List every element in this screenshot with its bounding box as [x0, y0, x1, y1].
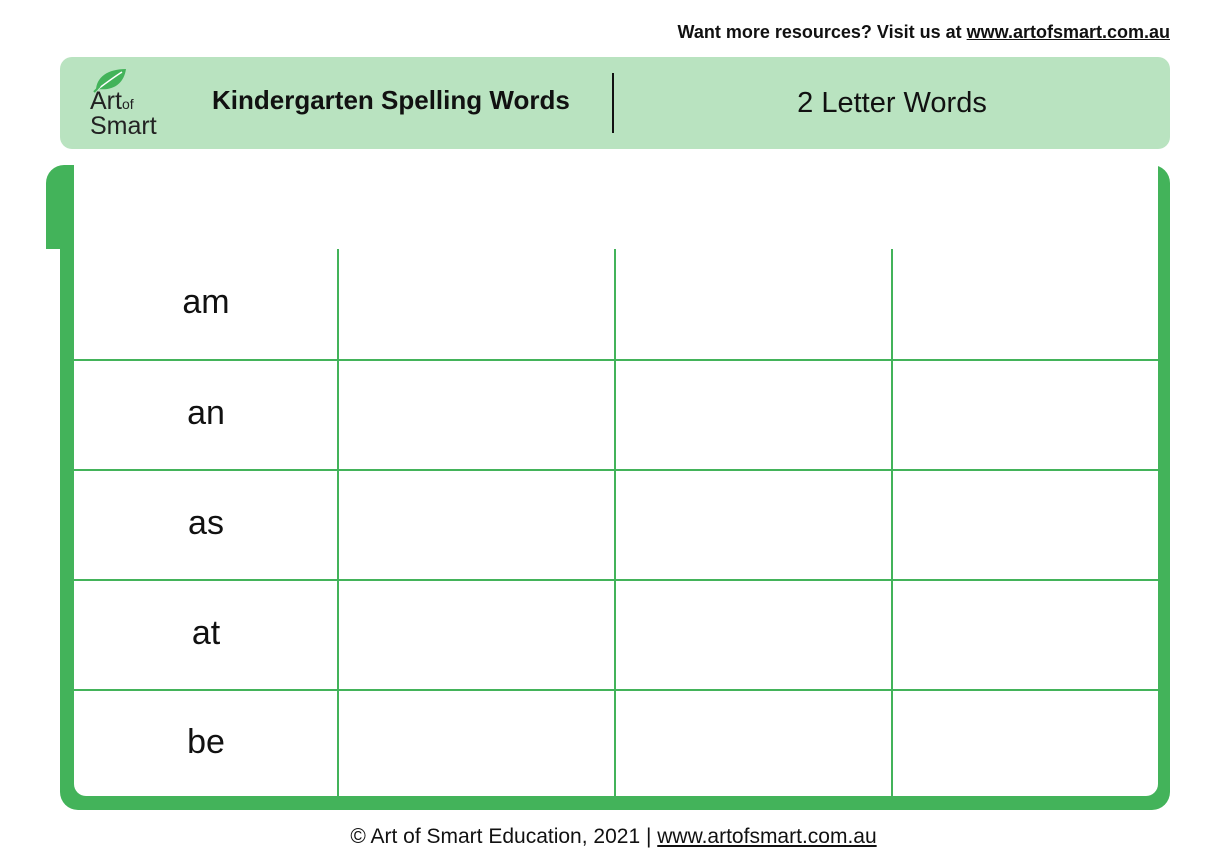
logo-text-smart: Smart	[90, 112, 157, 140]
spelling-word: be	[187, 723, 225, 761]
write-check-cell[interactable]	[339, 361, 614, 469]
art-of-smart-logo	[90, 67, 170, 141]
write-check-cell[interactable]	[893, 471, 1158, 579]
write-check-cell[interactable]	[616, 249, 891, 359]
spelling-word: at	[191, 614, 221, 652]
spelling-table	[60, 165, 1170, 810]
footer-link[interactable]: www.artofsmart.com.au	[657, 825, 877, 848]
write-check-cell[interactable]	[616, 581, 891, 689]
resources-link[interactable]: www.artofsmart.com.au	[966, 22, 1170, 42]
footer-copyright: © Art of Smart Education, 2021 |	[350, 825, 658, 848]
write-check-cell[interactable]	[339, 581, 614, 689]
resources-note	[678, 22, 1170, 43]
write-check-cell[interactable]	[339, 249, 614, 359]
spelling-word: an	[187, 394, 225, 432]
write-check-cell[interactable]	[893, 249, 1158, 359]
write-check-cell[interactable]	[893, 361, 1158, 469]
worksheet-subtitle: 2 Letter Words	[797, 87, 987, 119]
write-check-cell[interactable]	[616, 471, 891, 579]
write-check-cell[interactable]	[616, 691, 891, 796]
write-check-cell[interactable]	[339, 471, 614, 579]
logo-text-art: Artof	[90, 87, 134, 115]
write-check-cell[interactable]	[893, 581, 1158, 689]
write-check-cell[interactable]	[616, 361, 891, 469]
spelling-word: am	[182, 283, 230, 321]
write-check-cell[interactable]	[339, 691, 614, 796]
footer	[0, 825, 1227, 849]
resources-note-text: Want more resources? Visit us at	[677, 22, 967, 42]
write-check-cell[interactable]	[893, 691, 1158, 796]
table-body	[74, 165, 1158, 796]
spelling-word: as	[188, 504, 224, 542]
header-banner	[60, 57, 1170, 149]
worksheet-title: Kindergarten Spelling Words	[212, 85, 570, 115]
